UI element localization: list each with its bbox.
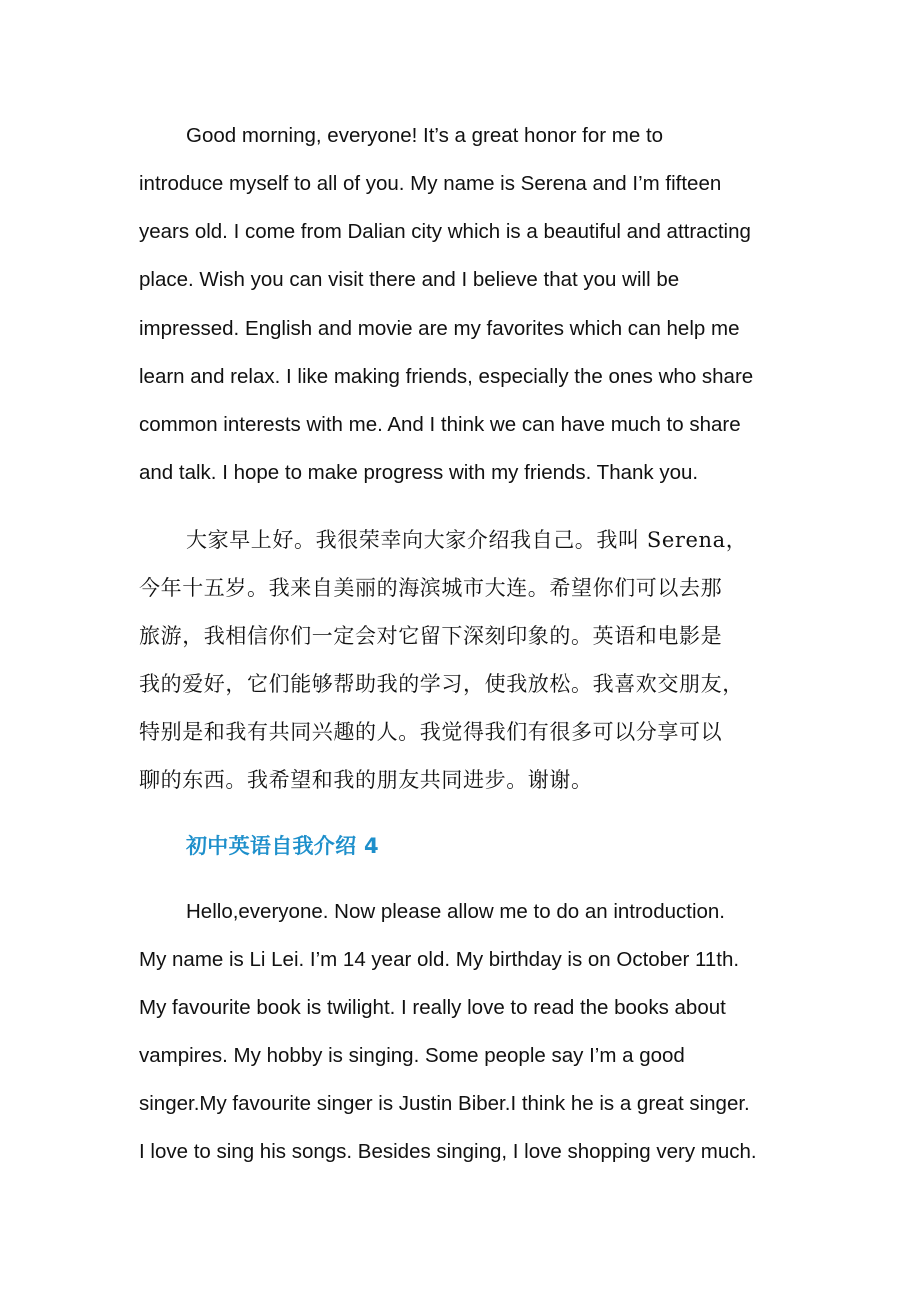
english-paragraph-1-line-3: years old. I come from Dalian city which is a beautiful and attracting: [139, 220, 751, 243]
chinese-paragraph-line-3: 旅游，我相信你们一定会对它留下深刻印象的。英语和电影是: [139, 624, 723, 648]
chinese-paragraph-line-4: 我的爱好，它们能够帮助我的学习，使我放松。我喜欢交朋友，: [139, 672, 744, 696]
english-paragraph-1-line-5: impressed. English and movie are my favorites which can help me: [139, 317, 740, 340]
english-paragraph-1-line-8: and talk. I hope to make progress with my friends. Thank you.: [139, 461, 699, 484]
english-paragraph-2-line-2: My name is Li Lei. I’m 14 year old. My birthday is on October 11th.: [139, 948, 740, 971]
chinese-paragraph-line-2: 今年十五岁。我来自美丽的海滨城市大连。希望你们可以去那: [139, 576, 723, 600]
english-paragraph-2-line-6: I love to sing his songs. Besides singing, I love shopping very much.: [139, 1140, 757, 1163]
english-paragraph-2-line-4: vampires. My hobby is singing. Some people say I’m a good: [139, 1044, 685, 1067]
english-paragraph-2-line-1: Hello,everyone. Now please allow me to do an introduction.: [186, 900, 725, 923]
english-paragraph-2-line-3: My favourite book is twilight. I really love to read the books about: [139, 996, 726, 1019]
english-paragraph-1-line-2: introduce myself to all of you. My name is Serena and I’m fifteen: [139, 172, 722, 195]
english-paragraph-1-line-4: place. Wish you can visit there and I believe that you will be: [139, 268, 680, 291]
english-paragraph-2-line-5: singer.My favourite singer is Justin Biber.I think he is a great singer.: [139, 1092, 750, 1115]
english-paragraph-1-line-6: learn and relax. I like making friends, especially the ones who share: [139, 365, 754, 388]
chinese-paragraph-line-6: 聊的东西。我希望和我的朋友共同进步。谢谢。: [139, 768, 593, 792]
chinese-paragraph-line-1: 大家早上好。我很荣幸向大家介绍我自己。我叫 Serena，: [186, 528, 748, 552]
section-heading: 初中英语自我介绍 4: [186, 834, 379, 858]
english-paragraph-1-line-7: common interests with me. And I think we can have much to share: [139, 413, 741, 436]
chinese-paragraph-line-5: 特别是和我有共同兴趣的人。我觉得我们有很多可以分享可以: [139, 720, 723, 744]
english-paragraph-1-line-1: Good morning, everyone! It’s a great honor for me to: [186, 124, 664, 147]
